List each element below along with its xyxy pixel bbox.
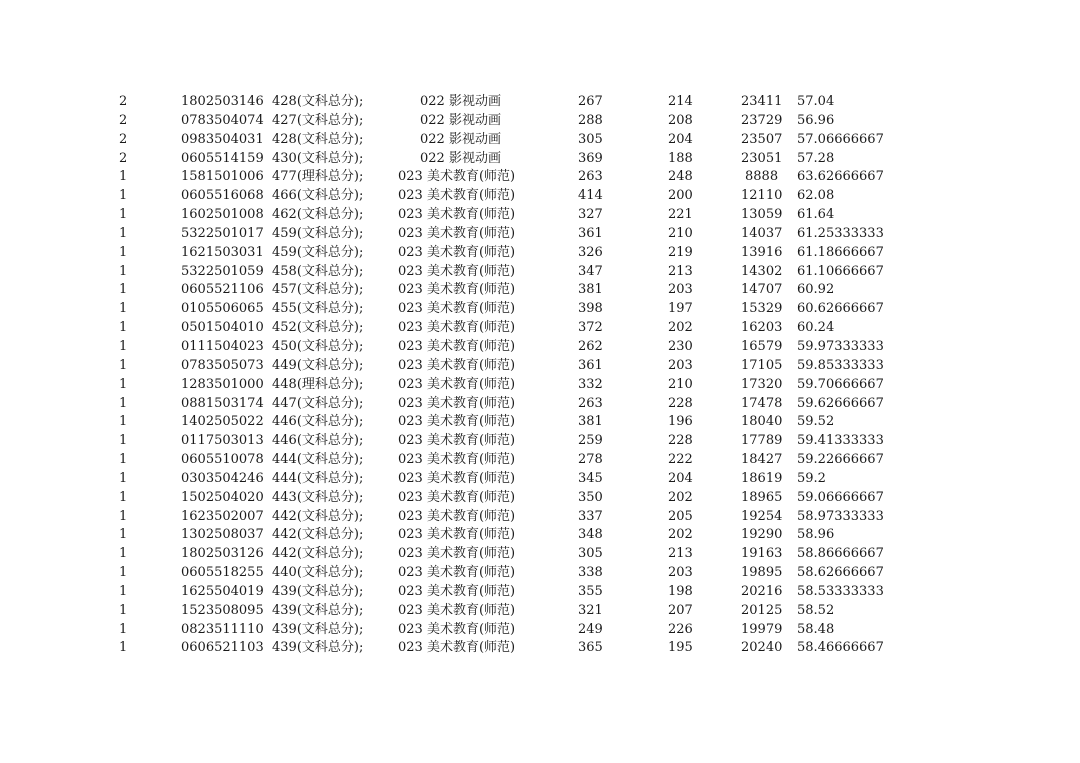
total-score-cell: 442(文科总分); [272, 508, 364, 524]
total-score-cell: 442(文科总分); [272, 527, 364, 543]
table-row [0, 451, 1080, 470]
professional-score-cell: 305 [578, 131, 603, 147]
rank-cell: 19290 [741, 527, 783, 543]
rank-cell: 19895 [741, 565, 783, 581]
table-row [0, 432, 1080, 451]
batch-cell: 1 [119, 527, 128, 543]
total-score-cell: 459(文科总分); [272, 225, 364, 241]
culture-score-cell: 226 [668, 621, 693, 637]
exam-id-cell: 0605516068 [181, 188, 264, 204]
culture-score-cell: 188 [668, 150, 693, 166]
total-score-cell: 457(文科总分); [272, 282, 364, 298]
exam-id-cell: 0606521103 [181, 640, 264, 656]
batch-cell: 1 [119, 395, 128, 411]
table-row [0, 168, 1080, 187]
exam-id-cell: 1523508095 [181, 602, 264, 618]
exam-id-cell: 1621503031 [181, 244, 264, 260]
batch-cell: 1 [119, 376, 128, 392]
professional-score-cell: 263 [578, 395, 603, 411]
professional-score-cell: 267 [578, 94, 603, 109]
culture-score-cell: 208 [668, 112, 693, 128]
composite-score-cell: 60.92 [797, 282, 835, 298]
rank-cell: 18965 [741, 489, 783, 505]
table-row [0, 338, 1080, 357]
culture-score-cell: 197 [668, 301, 693, 317]
composite-score-cell: 58.96 [797, 527, 835, 543]
batch-cell: 1 [119, 301, 128, 317]
exam-id-cell: 1302508037 [181, 527, 264, 543]
culture-score-cell: 203 [668, 565, 693, 581]
total-score-cell: 447(文科总分); [272, 395, 364, 411]
composite-score-cell: 58.62666667 [797, 565, 884, 581]
professional-score-cell: 347 [578, 263, 603, 279]
major-cell: 023 美术教育(师范) [398, 169, 516, 185]
total-score-cell: 428(文科总分); [272, 94, 364, 109]
table-row [0, 639, 1080, 658]
professional-score-cell: 398 [578, 301, 603, 317]
exam-id-cell: 0605514159 [181, 150, 264, 166]
table-row [0, 621, 1080, 640]
exam-id-cell: 0303504246 [181, 470, 264, 486]
composite-score-cell: 59.85333333 [797, 357, 884, 373]
major-cell: 023 美术教育(师范) [398, 225, 516, 241]
rank-cell: 23507 [741, 131, 783, 147]
professional-score-cell: 332 [578, 376, 603, 392]
rank-cell: 15329 [741, 301, 783, 317]
batch-cell: 1 [119, 602, 128, 618]
rank-cell: 16203 [741, 320, 783, 336]
table-row [0, 263, 1080, 282]
batch-cell: 1 [119, 338, 128, 354]
rank-cell: 18619 [741, 470, 783, 486]
major-cell: 022 影视动画 [420, 94, 501, 109]
composite-score-cell: 57.04 [797, 94, 835, 109]
major-cell: 023 美术教育(师范) [398, 338, 516, 354]
exam-id-cell: 0111504023 [181, 338, 264, 354]
table-row [0, 545, 1080, 564]
composite-score-cell: 63.62666667 [797, 169, 884, 185]
composite-score-cell: 60.62666667 [797, 301, 884, 317]
total-score-cell: 440(文科总分); [272, 565, 364, 581]
batch-cell: 1 [119, 433, 128, 449]
rank-cell: 23729 [741, 112, 783, 128]
professional-score-cell: 355 [578, 583, 603, 599]
culture-score-cell: 210 [668, 225, 693, 241]
rank-cell: 17789 [741, 433, 783, 449]
professional-score-cell: 381 [578, 414, 603, 430]
culture-score-cell: 213 [668, 263, 693, 279]
rank-cell: 16579 [741, 338, 783, 354]
total-score-cell: 439(文科总分); [272, 640, 364, 656]
composite-score-cell: 61.18666667 [797, 244, 884, 260]
culture-score-cell: 205 [668, 508, 693, 524]
professional-score-cell: 414 [578, 188, 603, 204]
culture-score-cell: 207 [668, 602, 693, 618]
total-score-cell: 444(文科总分); [272, 452, 364, 468]
composite-score-cell: 61.64 [797, 207, 835, 223]
major-cell: 023 美术教育(师范) [398, 395, 516, 411]
table-row [0, 187, 1080, 206]
culture-score-cell: 202 [668, 320, 693, 336]
batch-cell: 1 [119, 583, 128, 599]
total-score-cell: 450(文科总分); [272, 338, 364, 354]
total-score-cell: 428(文科总分); [272, 131, 364, 147]
rank-cell: 14707 [741, 282, 783, 298]
exam-id-cell: 0117503013 [181, 433, 264, 449]
major-cell: 023 美术教育(师范) [398, 357, 516, 373]
professional-score-cell: 262 [578, 338, 603, 354]
major-cell: 023 美术教育(师范) [398, 282, 516, 298]
rank-cell: 19979 [741, 621, 783, 637]
composite-score-cell: 59.22666667 [797, 452, 884, 468]
exam-id-cell: 0783504074 [181, 112, 264, 128]
composite-score-cell: 60.24 [797, 320, 835, 336]
table-row [0, 244, 1080, 263]
major-cell: 023 美术教育(师范) [398, 320, 516, 336]
batch-cell: 1 [119, 414, 128, 430]
total-score-cell: 462(文科总分); [272, 207, 364, 223]
total-score-cell: 455(文科总分); [272, 301, 364, 317]
total-score-cell: 449(文科总分); [272, 357, 364, 373]
composite-score-cell: 57.06666667 [797, 131, 884, 147]
rank-cell: 18427 [741, 452, 783, 468]
professional-score-cell: 327 [578, 207, 603, 223]
exam-id-cell: 1802503126 [181, 546, 264, 562]
rank-cell: 18040 [741, 414, 783, 430]
professional-score-cell: 372 [578, 320, 603, 336]
exam-id-cell: 1625504019 [181, 583, 264, 599]
table-row [0, 564, 1080, 583]
total-score-cell: 446(文科总分); [272, 433, 364, 449]
exam-id-cell: 0881503174 [181, 395, 264, 411]
table-row [0, 395, 1080, 414]
table-row [0, 281, 1080, 300]
batch-cell: 1 [119, 282, 128, 298]
exam-id-cell: 1802503146 [181, 94, 264, 109]
culture-score-cell: 196 [668, 414, 693, 430]
total-score-cell: 442(文科总分); [272, 546, 364, 562]
batch-cell: 1 [119, 188, 128, 204]
professional-score-cell: 288 [578, 112, 603, 128]
batch-cell: 1 [119, 263, 128, 279]
exam-id-cell: 5322501059 [181, 263, 264, 279]
table-row [0, 112, 1080, 131]
composite-score-cell: 62.08 [797, 188, 835, 204]
composite-score-cell: 59.52 [797, 414, 835, 430]
table-row [0, 583, 1080, 602]
major-cell: 023 美术教育(师范) [398, 583, 516, 599]
major-cell: 022 影视动画 [420, 131, 501, 147]
rank-cell: 17478 [741, 395, 783, 411]
major-cell: 023 美术教育(师范) [398, 376, 516, 392]
culture-score-cell: 222 [668, 452, 693, 468]
batch-cell: 1 [119, 489, 128, 505]
composite-score-cell: 61.25333333 [797, 225, 884, 241]
batch-cell: 2 [119, 150, 128, 166]
table-row [0, 470, 1080, 489]
professional-score-cell: 259 [578, 433, 603, 449]
culture-score-cell: 195 [668, 640, 693, 656]
composite-score-cell: 59.70666667 [797, 376, 884, 392]
rank-cell: 23411 [741, 94, 783, 109]
exam-id-cell: 0105506065 [181, 301, 264, 317]
culture-score-cell: 214 [668, 94, 693, 109]
composite-score-cell: 57.28 [797, 150, 835, 166]
rank-cell: 20125 [741, 602, 783, 618]
major-cell: 023 美术教育(师范) [398, 621, 516, 637]
table-row [0, 413, 1080, 432]
composite-score-cell: 59.2 [797, 470, 826, 486]
total-score-cell: 452(文科总分); [272, 320, 364, 336]
major-cell: 023 美术教育(师范) [398, 452, 516, 468]
table-row [0, 376, 1080, 395]
exam-id-cell: 1623502007 [181, 508, 264, 524]
professional-score-cell: 350 [578, 489, 603, 505]
exam-id-cell: 1402505022 [181, 414, 264, 430]
table-row [0, 225, 1080, 244]
batch-cell: 1 [119, 565, 128, 581]
exam-id-cell: 1602501008 [181, 207, 264, 223]
professional-score-cell: 338 [578, 565, 603, 581]
culture-score-cell: 228 [668, 433, 693, 449]
professional-score-cell: 326 [578, 244, 603, 260]
table-row [0, 602, 1080, 621]
culture-score-cell: 203 [668, 282, 693, 298]
culture-score-cell: 219 [668, 244, 693, 260]
professional-score-cell: 365 [578, 640, 603, 656]
culture-score-cell: 221 [668, 207, 693, 223]
rank-cell: 13916 [741, 244, 783, 260]
exam-id-cell: 1502504020 [181, 489, 264, 505]
batch-cell: 1 [119, 169, 128, 185]
table-row [0, 526, 1080, 545]
rank-cell: 14037 [741, 225, 783, 241]
composite-score-cell: 58.97333333 [797, 508, 884, 524]
composite-score-cell: 59.97333333 [797, 338, 884, 354]
composite-score-cell: 59.41333333 [797, 433, 884, 449]
total-score-cell: 439(文科总分); [272, 602, 364, 618]
total-score-cell: 443(文科总分); [272, 489, 364, 505]
major-cell: 023 美术教育(师范) [398, 188, 516, 204]
composite-score-cell: 59.06666667 [797, 489, 884, 505]
composite-score-cell: 58.52 [797, 602, 835, 618]
rank-cell: 23051 [741, 150, 783, 166]
batch-cell: 1 [119, 357, 128, 373]
professional-score-cell: 361 [578, 225, 603, 241]
culture-score-cell: 213 [668, 546, 693, 562]
total-score-cell: 448(理科总分); [272, 376, 364, 392]
major-cell: 023 美术教育(师范) [398, 207, 516, 223]
professional-score-cell: 348 [578, 527, 603, 543]
culture-score-cell: 198 [668, 583, 693, 599]
batch-cell: 1 [119, 508, 128, 524]
batch-cell: 1 [119, 207, 128, 223]
professional-score-cell: 278 [578, 452, 603, 468]
total-score-cell: 439(文科总分); [272, 621, 364, 637]
batch-cell: 2 [119, 131, 128, 147]
batch-cell: 1 [119, 320, 128, 336]
batch-cell: 1 [119, 225, 128, 241]
major-cell: 023 美术教育(师范) [398, 602, 516, 618]
composite-score-cell: 58.48 [797, 621, 835, 637]
batch-cell: 1 [119, 452, 128, 468]
rank-cell: 14302 [741, 263, 783, 279]
exam-id-cell: 0605510078 [181, 452, 264, 468]
culture-score-cell: 203 [668, 357, 693, 373]
major-cell: 023 美术教育(师范) [398, 301, 516, 317]
table-row [0, 150, 1080, 169]
batch-cell: 1 [119, 546, 128, 562]
major-cell: 023 美术教育(师范) [398, 546, 516, 562]
major-cell: 023 美术教育(师范) [398, 489, 516, 505]
rank-cell: 17320 [741, 376, 783, 392]
major-cell: 023 美术教育(师范) [398, 414, 516, 430]
table-row [0, 489, 1080, 508]
culture-score-cell: 204 [668, 470, 693, 486]
table-row [0, 300, 1080, 319]
composite-score-cell: 59.62666667 [797, 395, 884, 411]
culture-score-cell: 204 [668, 131, 693, 147]
culture-score-cell: 200 [668, 188, 693, 204]
table-row [0, 357, 1080, 376]
exam-id-cell: 0823511110 [181, 621, 264, 637]
professional-score-cell: 361 [578, 357, 603, 373]
composite-score-cell: 58.86666667 [797, 546, 884, 562]
table-row [0, 206, 1080, 225]
rank-cell: 8888 [745, 169, 779, 185]
table-row [0, 131, 1080, 150]
total-score-cell: 446(文科总分); [272, 414, 364, 430]
rank-cell: 17105 [741, 357, 783, 373]
rank-cell: 20216 [741, 583, 783, 599]
professional-score-cell: 321 [578, 602, 603, 618]
exam-id-cell: 1581501006 [181, 169, 264, 185]
table-row [0, 508, 1080, 527]
total-score-cell: 430(文科总分); [272, 150, 364, 166]
professional-score-cell: 263 [578, 169, 603, 185]
total-score-cell: 477(理科总分); [272, 169, 364, 185]
culture-score-cell: 210 [668, 376, 693, 392]
batch-cell: 1 [119, 244, 128, 260]
culture-score-cell: 202 [668, 489, 693, 505]
batch-cell: 2 [119, 112, 128, 128]
total-score-cell: 439(文科总分); [272, 583, 364, 599]
total-score-cell: 458(文科总分); [272, 263, 364, 279]
culture-score-cell: 230 [668, 338, 693, 354]
culture-score-cell: 248 [668, 169, 693, 185]
composite-score-cell: 58.53333333 [797, 583, 884, 599]
table-row [0, 93, 1080, 112]
major-cell: 023 美术教育(师范) [398, 244, 516, 260]
total-score-cell: 427(文科总分); [272, 112, 364, 128]
major-cell: 023 美术教育(师范) [398, 565, 516, 581]
professional-score-cell: 249 [578, 621, 603, 637]
professional-score-cell: 369 [578, 150, 603, 166]
rank-cell: 13059 [741, 207, 783, 223]
rank-cell: 12110 [741, 188, 783, 204]
batch-cell: 1 [119, 621, 128, 637]
major-cell: 023 美术教育(师范) [398, 527, 516, 543]
composite-score-cell: 56.96 [797, 112, 835, 128]
major-cell: 023 美术教育(师范) [398, 263, 516, 279]
major-cell: 023 美术教育(师范) [398, 508, 516, 524]
exam-id-cell: 0605521106 [181, 282, 264, 298]
exam-id-cell: 0605518255 [181, 565, 264, 581]
major-cell: 022 影视动画 [420, 112, 501, 128]
exam-id-cell: 1283501000 [181, 376, 264, 392]
batch-cell: 1 [119, 640, 128, 656]
professional-score-cell: 381 [578, 282, 603, 298]
score-table [0, 93, 1080, 658]
batch-cell: 2 [119, 94, 128, 109]
rank-cell: 19254 [741, 508, 783, 524]
exam-id-cell: 0983504031 [181, 131, 264, 147]
batch-cell: 1 [119, 470, 128, 486]
total-score-cell: 466(文科总分); [272, 188, 364, 204]
table-row [0, 319, 1080, 338]
total-score-cell: 444(文科总分); [272, 470, 364, 486]
rank-cell: 20240 [741, 640, 783, 656]
culture-score-cell: 202 [668, 527, 693, 543]
exam-id-cell: 0783505073 [181, 357, 264, 373]
composite-score-cell: 58.46666667 [797, 640, 884, 656]
rank-cell: 19163 [741, 546, 783, 562]
professional-score-cell: 305 [578, 546, 603, 562]
major-cell: 023 美术教育(师范) [398, 433, 516, 449]
culture-score-cell: 228 [668, 395, 693, 411]
exam-id-cell: 5322501017 [181, 225, 264, 241]
professional-score-cell: 337 [578, 508, 603, 524]
major-cell: 023 美术教育(师范) [398, 470, 516, 486]
professional-score-cell: 345 [578, 470, 603, 486]
exam-id-cell: 0501504010 [181, 320, 264, 336]
major-cell: 023 美术教育(师范) [398, 640, 516, 656]
total-score-cell: 459(文科总分); [272, 244, 364, 260]
major-cell: 022 影视动画 [420, 150, 501, 166]
composite-score-cell: 61.10666667 [797, 263, 884, 279]
